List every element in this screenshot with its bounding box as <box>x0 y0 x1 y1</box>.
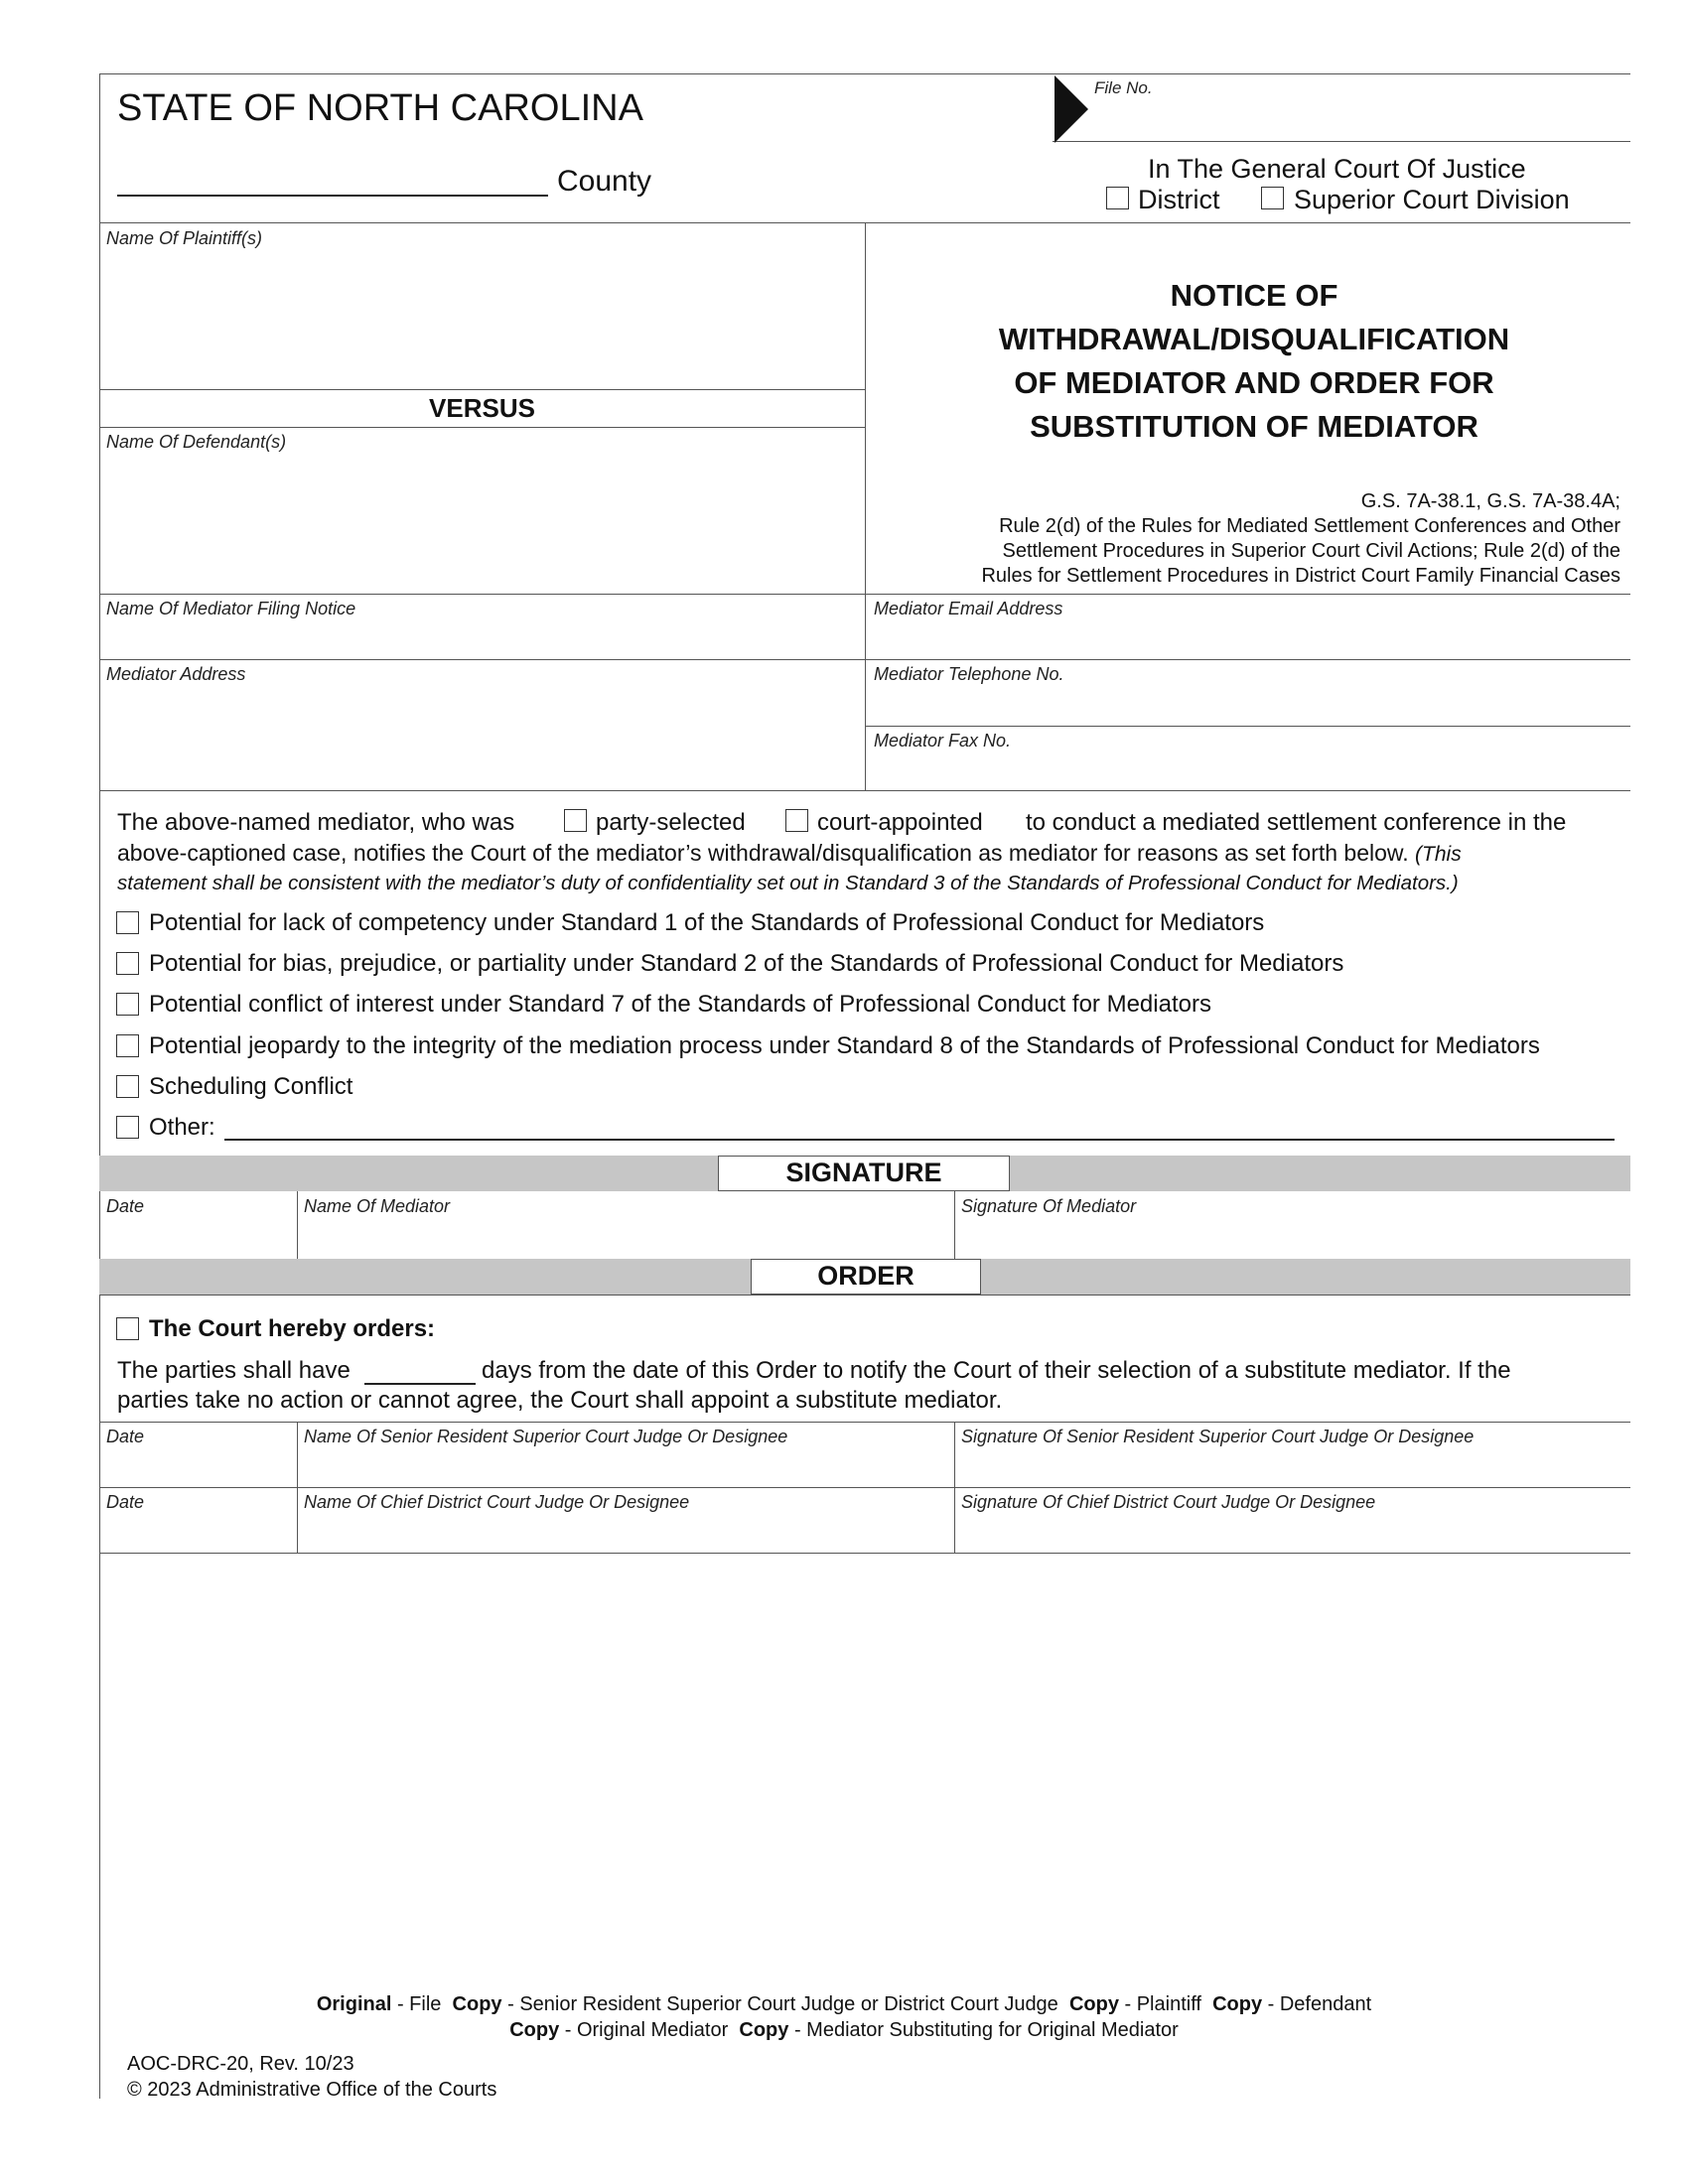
court-name: In The General Court Of Justice <box>1148 154 1526 184</box>
party-selected-checkbox[interactable] <box>564 809 587 832</box>
reason-other-checkbox[interactable] <box>116 1116 139 1139</box>
signature-heading: SIGNATURE <box>718 1156 1010 1191</box>
sig-col-1 <box>297 1191 298 1259</box>
dist-c4: - Original Mediator <box>564 2019 729 2041</box>
order-date-1-label: Date <box>106 1427 145 1446</box>
file-no-field[interactable] <box>1092 97 1628 137</box>
mediator-phone-field[interactable] <box>868 685 1628 723</box>
order-name-2-label: Name Of Chief District Court Judge Or Designee <box>304 1492 690 1512</box>
statement-italic: (This <box>1415 843 1462 866</box>
mediator-fax-label: Mediator Fax No. <box>874 731 1012 751</box>
dist-c1: - Senior Resident Superior Court Judge or District Court Judge <box>507 1993 1058 2015</box>
county-label: County <box>557 165 652 198</box>
mediator-top <box>99 594 1630 595</box>
dist-c2: - Plaintiff <box>1124 1993 1201 2015</box>
sig-date-label: Date <box>106 1196 145 1216</box>
order-sig-2-label: Signature Of Chief District Court Judge Or Designee <box>961 1492 1376 1512</box>
order-col-1 <box>297 1422 298 1553</box>
reason-4-checkbox[interactable] <box>116 1034 139 1057</box>
citation-line-4: Rules for Settlement Procedures in District Court Family Financial Cases <box>981 565 1620 587</box>
mediator-name-field[interactable] <box>101 619 862 655</box>
reason-4-label: Potential jeopardy to the integrity of the mediation process under Standard 8 of the Standards of Professional Conduct for Mediators <box>149 1032 1540 1059</box>
hereby-label: The Court hereby orders: <box>149 1315 436 1342</box>
reason-5-checkbox[interactable] <box>116 1075 139 1098</box>
intro-text: The above-named mediator, who was <box>117 809 515 836</box>
dist-file: - File <box>396 1993 442 2015</box>
copyright: © 2023 Administrative Office of the Courts <box>127 2079 497 2101</box>
district-label: District <box>1138 185 1220 214</box>
order-date-2-field[interactable] <box>101 1513 294 1553</box>
reason-other-label: Other: <box>149 1114 215 1141</box>
order-text-b: days from the date of this Order to notify the Court of their selection of a substitute mediator. If the <box>482 1357 1511 1384</box>
dist-copy-3: Copy <box>1212 1993 1263 2015</box>
dist-copy-4: Copy <box>509 2019 560 2041</box>
top-rule <box>99 73 1630 74</box>
order-date-2-label: Date <box>106 1492 145 1512</box>
sig-name-field[interactable] <box>300 1217 951 1257</box>
mediator-address-label: Mediator Address <box>106 664 246 684</box>
file-no-label: File No. <box>1094 78 1153 97</box>
superior-checkbox[interactable] <box>1261 187 1284 209</box>
other-input-line[interactable] <box>224 1139 1615 1141</box>
mediator-name-label: Name Of Mediator Filing Notice <box>106 599 356 618</box>
citation-line-2: Rule 2(d) of the Rules for Mediated Settlement Conferences and Other <box>999 515 1620 537</box>
plaintiff-label: Name Of Plaintiff(s) <box>106 228 263 248</box>
dist-c5: - Mediator Substituting for Original Mediator <box>793 2019 1179 2041</box>
file-no-underline <box>1053 141 1630 142</box>
statement-line-2 <box>117 840 1462 867</box>
state-title: STATE OF NORTH CAROLINA <box>117 87 643 129</box>
mediator-bottom <box>99 790 1630 791</box>
dist-copy-1: Copy <box>452 1993 502 2015</box>
party-selected-label: party-selected <box>596 809 746 836</box>
mediator-phone-divider <box>865 726 1630 727</box>
order-sig-2-field[interactable] <box>957 1513 1628 1553</box>
dist-copy-5: Copy <box>739 2019 789 2041</box>
versus-label: VERSUS <box>429 393 535 423</box>
dist-c3: - Defendant <box>1267 1993 1372 2015</box>
reason-3-checkbox[interactable] <box>116 993 139 1016</box>
mediator-phone-label: Mediator Telephone No. <box>874 664 1064 684</box>
reason-1-label: Potential for lack of competency under Standard 1 of the Standards of Professional Conduct for Mediators <box>149 909 1265 936</box>
order-text-c: parties take no action or cannot agree, the Court shall appoint a substitute mediator. <box>117 1387 1003 1414</box>
intro-text-2: to conduct a mediated settlement conference in the <box>1026 809 1567 836</box>
title-line-4: SUBSTITUTION OF MEDIATOR <box>1030 409 1478 444</box>
mediator-address-field[interactable] <box>101 687 862 786</box>
mediator-row-2 <box>99 659 1630 660</box>
order-name-1-field[interactable] <box>300 1447 951 1487</box>
hereby-checkbox[interactable] <box>116 1317 139 1340</box>
order-row-1-top <box>99 1422 1630 1423</box>
distribution-line-2 <box>0 2019 1688 2042</box>
plaintiff-field[interactable] <box>101 250 862 387</box>
sig-col-2 <box>954 1191 955 1259</box>
dist-copy-2: Copy <box>1068 1993 1119 2015</box>
order-name-2-field[interactable] <box>300 1513 951 1553</box>
title-line-3: OF MEDIATOR AND ORDER FOR <box>1014 365 1494 400</box>
order-text-a: The parties shall have <box>117 1357 351 1384</box>
order-bottom <box>99 1553 1630 1554</box>
reason-1-checkbox[interactable] <box>116 911 139 934</box>
title-line-2: WITHDRAWAL/DISQUALIFICATION <box>998 322 1510 356</box>
order-sig-1-label: Signature Of Senior Resident Superior Court Judge Or Designee <box>961 1427 1475 1446</box>
defendant-label: Name Of Defendant(s) <box>106 432 287 452</box>
versus-top <box>99 389 865 390</box>
mediator-email-field[interactable] <box>868 619 1628 655</box>
reason-3-label: Potential conflict of interest under Standard 7 of the Standards of Professional Conduct for Mediators <box>149 991 1211 1018</box>
order-bar-bottom <box>99 1295 1630 1296</box>
statement-line-3: statement shall be consistent with the mediator’s duty of confidentiality set out in Standard 3 of the Standards of Professional Conduct for Mediators.) <box>117 872 1459 894</box>
form-number: AOC-DRC-20, Rev. 10/23 <box>127 2053 354 2075</box>
order-sig-1-field[interactable] <box>957 1447 1628 1487</box>
mediator-email-label: Mediator Email Address <box>874 599 1063 618</box>
citation-line-3: Settlement Procedures in Superior Court Civil Actions; Rule 2(d) of the <box>1002 540 1620 562</box>
citation-line-1: G.S. 7A-38.1, G.S. 7A-38.4A; <box>1360 490 1620 512</box>
distribution-line-1 <box>0 1993 1688 2016</box>
district-checkbox[interactable] <box>1106 187 1129 209</box>
statement-text: above-captioned case, notifies the Court of the mediator’s withdrawal/disqualification as mediator for reasons as set forth below. <box>117 840 1409 866</box>
dist-original: Original <box>316 1993 392 2015</box>
file-no-arrow-icon <box>1055 75 1088 143</box>
county-field[interactable] <box>117 195 548 197</box>
order-col-2 <box>954 1422 955 1553</box>
sig-mediator-field[interactable] <box>957 1217 1628 1257</box>
sig-name-label: Name Of Mediator <box>304 1196 451 1216</box>
reason-2-label: Potential for bias, prejudice, or partiality under Standard 2 of the Standards of Professional Conduct for Mediators <box>149 950 1344 977</box>
order-row-2-top <box>99 1487 1630 1488</box>
left-rule <box>99 73 100 2099</box>
court-appointed-label: court-appointed <box>817 809 983 836</box>
mediator-fax-field[interactable] <box>868 751 1628 786</box>
title-line-1: NOTICE OF <box>1170 278 1338 313</box>
order-date-1-field[interactable] <box>101 1447 294 1487</box>
order-heading: ORDER <box>751 1259 981 1295</box>
days-input-line[interactable] <box>364 1383 476 1385</box>
order-name-1-label: Name Of Senior Resident Superior Court Judge Or Designee <box>304 1427 788 1446</box>
sig-mediator-label: Signature Of Mediator <box>961 1196 1137 1216</box>
defendant-field[interactable] <box>101 455 862 588</box>
sig-date-field[interactable] <box>101 1217 294 1257</box>
reason-2-checkbox[interactable] <box>116 952 139 975</box>
reason-5-label: Scheduling Conflict <box>149 1073 353 1100</box>
court-appointed-checkbox[interactable] <box>785 809 808 832</box>
superior-label: Superior Court Division <box>1294 185 1570 214</box>
versus-bottom <box>99 427 865 428</box>
